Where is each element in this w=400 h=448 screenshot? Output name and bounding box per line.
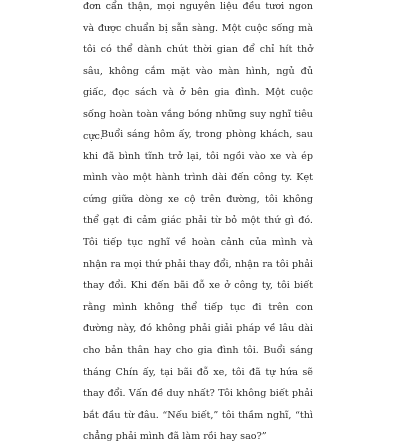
- paragraph-continuation: đơn cẩn thận, mọi nguyên liệu đều tươi ngon và được chuẩn bị sẵn sàng. Một cuộc sống mà tôi có thể dành chút thời gian để chỉ hít thở sâu, không cắm mặt vào màn hình, ngủ đủ giấc, đọc sách và ở bên gia đình. Một cuộc sống hoàn toàn vắng bóng những suy nghĩ tiêu cực.: [83, 1, 313, 142]
- paragraph-morning: Buổi sáng hôm ấy, trong phòng khách, sau khi đã bình tĩnh trở lại, tôi ngồi vào xe và ép mình vào một hành trình dài đến công ty. Kẹt cứng giữa dòng xe cộ trên đường, tôi không thể gạt đi cảm giác phải từ bỏ một thứ gì đó. Tôi tiếp tục nghĩ về hoàn cảnh của mình và nhận ra mọi thứ phải thay đổi, nhận ra tôi phải thay đổi. Khi đến bãi đỗ xe ở công ty, tôi biết rằng mình không thể tiếp tục đi trên con đường này, đó không phải giải pháp về lâu dài cho bản thân hay cho gia đình tôi. Buổi sáng tháng Chín ấy, tại bãi đỗ xe, tôi đã tự hứa sẽ thay đổi. Vấn đề duy nhất? Tôi không biết phải bắt đầu từ đâu. “Nếu biết,” tôi thầm nghĩ, “thì chẳng phải mình đã làm rồi hay sao?”: [83, 129, 313, 443]
